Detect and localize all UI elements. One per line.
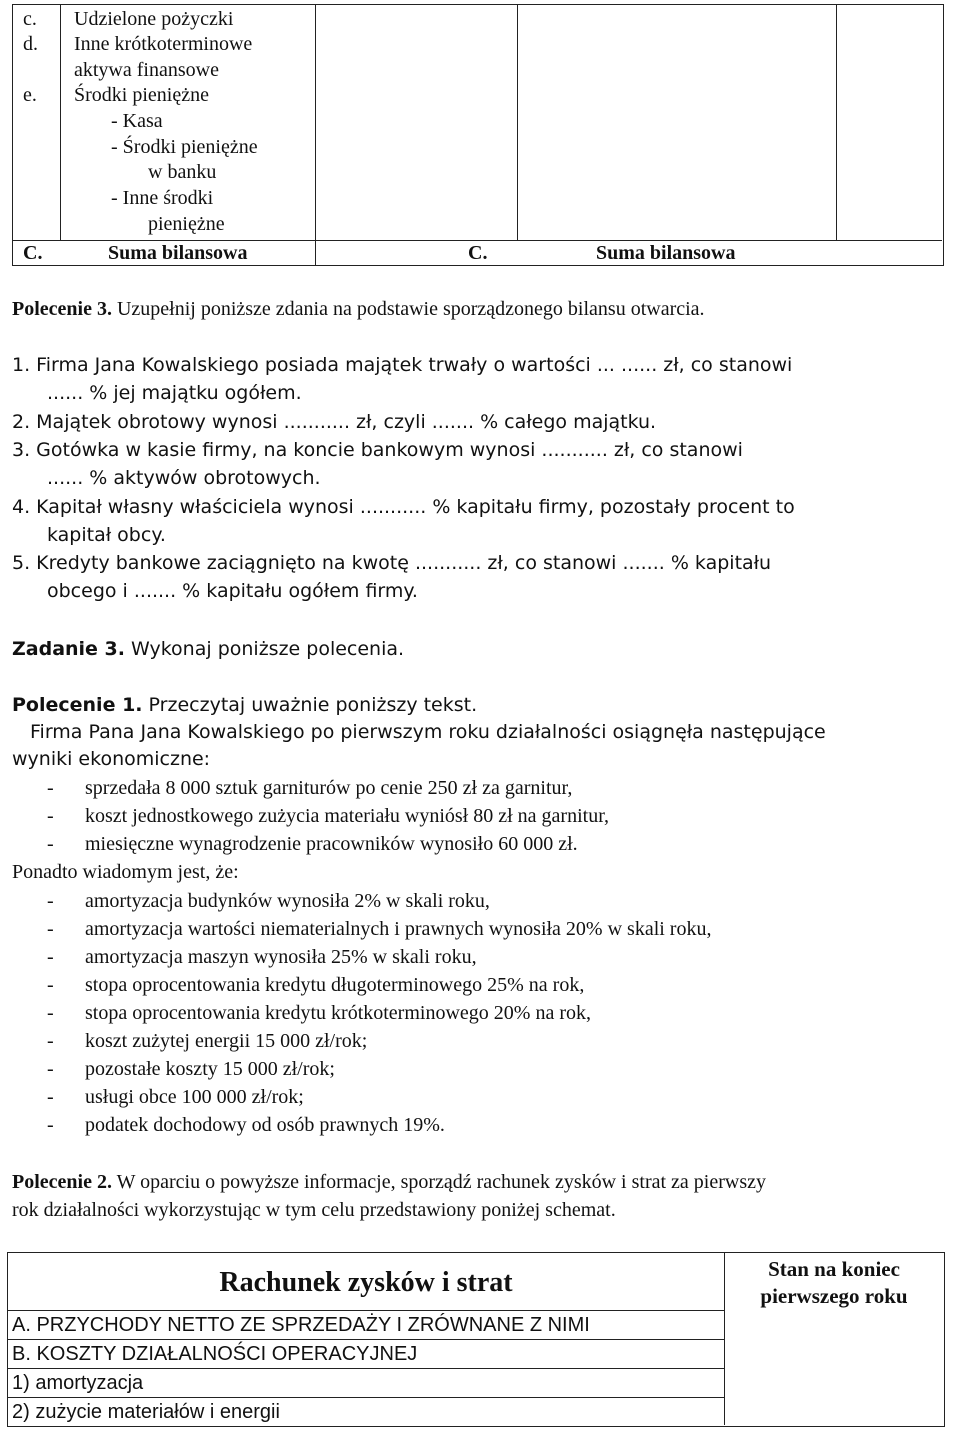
polecenie3-heading	[12, 296, 705, 322]
polecenie3-item: ...... % jej majątku ogółem.	[47, 382, 302, 404]
fact-dash: -	[47, 974, 54, 996]
fact-dash: -	[47, 1086, 54, 1108]
row-letter-d: d.	[23, 33, 38, 55]
polecenie2-label: Polecenie 2.	[12, 1171, 112, 1193]
polecenie3-item: 4. Kapitał własny właściciela wynosi ........... % kapitału firmy, pozostały procent to	[12, 496, 795, 518]
fact-item: podatek dochodowy od osób prawnych 19%.	[85, 1114, 445, 1136]
result-item: miesięczne wynagrodzenie pracowników wynosiło 60 000 zł.	[85, 833, 578, 855]
fact-dash: -	[47, 1058, 54, 1080]
item-inne-aktywa-2: aktywa finansowe	[74, 59, 219, 81]
fact-dash: -	[47, 1002, 54, 1024]
polecenie2-heading	[12, 1169, 766, 1195]
fact-item: pozostałe koszty 15 000 zł/rok;	[85, 1058, 335, 1080]
polecenie2-line2: rok działalności wykorzystując w tym celu przedstawiony poniżej schemat.	[12, 1199, 616, 1221]
polecenie3-item: 2. Majątek obrotowy wynosi ........... zł, czyli ....... % całego majątku.	[12, 411, 657, 433]
polecenie3-item: obcego i ....... % kapitału ogółem firmy.	[47, 580, 418, 602]
fact-item: usługi obce 100 000 zł/rok;	[85, 1086, 304, 1108]
table-divider	[315, 5, 316, 265]
row-letter-e: e.	[23, 84, 37, 106]
item-srodki-pieniezne: Środki pieniężne	[74, 84, 209, 106]
result-dash: -	[47, 777, 54, 799]
intro-line: Firma Pana Jana Kowalskiego po pierwszym roku działalności osiągnęła następujące	[30, 721, 826, 743]
table-divider	[60, 5, 61, 241]
polecenie3-item: kapitał obcy.	[47, 524, 166, 546]
fact-item: amortyzacja wartości niematerialnych i prawnych wynosiła 20% w skali roku,	[85, 918, 712, 940]
polecenie3-item: 5. Kredyty bankowe zaciągnięto na kwotę ........... zł, co stanowi ....... % kapitału	[12, 552, 772, 574]
fact-item: amortyzacja maszyn wynosiła 25% w skali roku,	[85, 946, 477, 968]
also-line: Ponadto wiadomym jest, że:	[12, 861, 239, 883]
zadanie3-label: Zadanie 3.	[12, 638, 125, 660]
polecenie3-item: ...... % aktywów obrotowych.	[47, 467, 321, 489]
item-srodki-w-banku-2: w banku	[148, 161, 217, 183]
zadanie3-text: Wykonaj poniższe polecenia.	[125, 638, 405, 660]
result-dash: -	[47, 833, 54, 855]
result-dash: -	[47, 805, 54, 827]
polecenie3-text: Uzupełnij poniższe zdania na podstawie sporządzonego bilansu otwarcia.	[111, 298, 705, 320]
balance-table	[12, 4, 944, 266]
polecenie1-label: Polecenie 1.	[12, 694, 143, 716]
table-divider	[836, 5, 837, 241]
zadanie3-heading	[12, 636, 404, 662]
polecenie1-heading	[12, 692, 477, 718]
polecenie1-text: Przeczytaj uważnie poniższy tekst.	[142, 694, 478, 716]
sum-right-label: Suma bilansowa	[596, 242, 736, 264]
item-srodki-w-banku-1: - Środki pieniężne	[111, 136, 258, 158]
table-divider	[517, 5, 518, 241]
fact-dash: -	[47, 946, 54, 968]
fact-item: stopa oprocentowania kredytu długoterminowego 25% na rok,	[85, 974, 585, 996]
polecenie3-item: 3. Gotówka w kasie firmy, na koncie bankowym wynosi ........... zł, co stanowi	[12, 439, 743, 461]
pl-row: A. PRZYCHODY NETTO ZE SPRZEDAŻY I ZRÓWNANE Z NIMI	[12, 1314, 590, 1336]
item-kasa: - Kasa	[111, 110, 163, 132]
item-inne-srodki-1: - Inne środki	[111, 187, 214, 209]
sum-left-label: Suma bilansowa	[108, 242, 248, 264]
polecenie3-item: 1. Firma Jana Kowalskiego posiada majątek trwały o wartości ... ...... zł, co stanowi	[12, 354, 793, 376]
fact-item: amortyzacja budynków wynosiła 2% w skali roku,	[85, 890, 490, 912]
pl-header-right-2: pierwszego roku	[760, 1284, 908, 1308]
polecenie2-text: W oparciu o powyższe informacje, sporządź rachunek zysków i strat za pierwszy	[111, 1171, 766, 1193]
result-item: koszt jednostkowego zużycia materiału wyniósł 80 zł na garnitur,	[85, 805, 610, 827]
item-udzielone-pozyczki: Udzielone pożyczki	[74, 8, 234, 30]
pl-table	[7, 1252, 945, 1427]
sum-right-letter: C.	[468, 242, 488, 264]
fact-dash: -	[47, 918, 54, 940]
item-inne-srodki-2: pieniężne	[148, 213, 225, 235]
fact-item: stopa oprocentowania kredytu krótkoterminowego 20% na rok,	[85, 1002, 591, 1024]
sum-left-letter: C.	[23, 242, 43, 264]
pl-header-right-1: Stan na koniec	[768, 1257, 900, 1281]
pl-row: B. KOSZTY DZIAŁALNOŚCI OPERACYJNEJ	[12, 1343, 418, 1365]
result-item: sprzedała 8 000 sztuk garniturów po cenie 250 zł za garnitur,	[85, 777, 573, 799]
polecenie3-label: Polecenie 3.	[12, 298, 112, 320]
pl-row: 1) amortyzacja	[12, 1372, 144, 1394]
fact-dash: -	[47, 1030, 54, 1052]
row-letter-c: c.	[23, 8, 37, 30]
pl-row: 2) zużycie materiałów i energii	[12, 1401, 280, 1423]
fact-dash: -	[47, 890, 54, 912]
item-inne-aktywa-1: Inne krótkoterminowe	[74, 33, 253, 55]
fact-item: koszt zużytej energii 15 000 zł/rok;	[85, 1030, 368, 1052]
pl-title: Rachunek zysków i strat	[219, 1267, 513, 1298]
intro-line: wyniki ekonomiczne:	[12, 748, 211, 770]
fact-dash: -	[47, 1114, 54, 1136]
